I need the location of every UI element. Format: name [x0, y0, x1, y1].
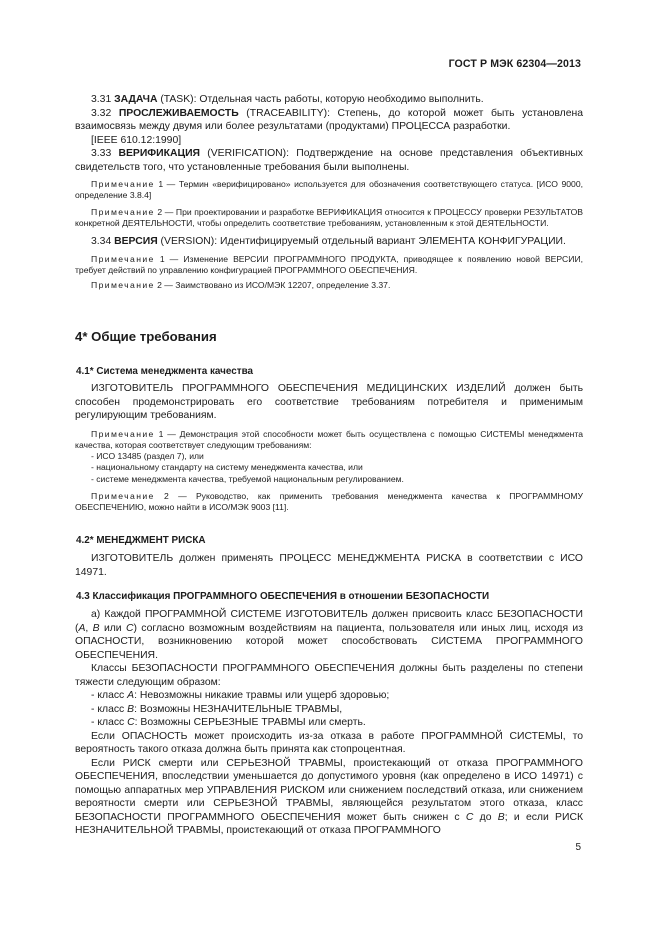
subsection-4-3: [75, 591, 583, 838]
note: Примечание 1 — Термин «верифицировано» используется для обозначения соответствующего статуса. [ИСО 9000, определение 3.8.4]: [75, 179, 583, 201]
list-item: - класс С: Возможны СЕРЬЕЗНЫЕ ТРАВМЫ или смерть.: [91, 717, 366, 728]
term-3-33: 3.33 ВЕРИФИКАЦИЯ (VERIFICATION): Подтверждение на основе представления объективных свидетельств того, что установленные требования были выполнены.: [75, 148, 583, 173]
paragraph: а) Каждой ПРОГРАММНОЙ СИСТЕМЕ ИЗГОТОВИТЕЛЬ должен присвоить класс БЕЗОПАСНОСТИ (А, В или С) согласно возможным воздействиям на пациента, пользователя или иных лиц, исходя из ОПАСНОСТИ, возникновению которой может способствовать СИСТЕМА ПРОГРАММНОГО ОБЕСПЕЧЕНИЯ.: [75, 609, 584, 661]
subsection-4-1: [75, 366, 583, 514]
subsection-title: 4.2* МЕНЕДЖМЕНТ РИСКА: [76, 535, 206, 546]
term-3-32: 3.32 ПРОСЛЕЖИВАЕМОСТЬ (TRACEABILITY): Степень, до которой может быть установлена взаимосвязь между двумя или более результатами (продуктами) ПРОЦЕССА разработки.: [75, 107, 583, 132]
subsection-title: 4.1* Система менеджмента качества: [76, 366, 254, 377]
paragraph: ИЗГОТОВИТЕЛЬ ПРОГРАММНОГО ОБЕСПЕЧЕНИЯ МЕДИЦИНСКИХ ИЗДЕЛИЙ должен быть способен продемонстрировать его соответствие требованиям потребителя и применимым регулирующим требованиям.: [75, 383, 583, 421]
section-title: 4* Общие требования: [75, 329, 217, 344]
list-item: - класс А: Невозможны никакие травмы или ущерб здоровью;: [91, 690, 390, 701]
note: Примечание 2 — Заимствовано из ИСО/МЭК 12207, определение 3.37.: [91, 280, 391, 291]
note: Примечание 2 — При проектировании и разработке ВЕРИФИКАЦИЯ относится к ПРОЦЕССУ проверки РЕЗУЛЬТАТОВ конкретной ДЕЯТЕЛЬНОСТИ, чтобы определить соответствие требованиям, установленным к этой ДЕЯТЕЛЬНОСТИ.: [75, 206, 583, 228]
section-4: [75, 329, 583, 344]
paragraph: ИЗГОТОВИТЕЛЬ должен применять ПРОЦЕСС МЕНЕДЖМЕНТА РИСКА в соответствии с ИСО 14971.: [75, 553, 583, 578]
paragraph: Если РИСК смерти или СЕРЬЕЗНОЙ ТРАВМЫ, проистекающий от отказа ПРОГРАММНОГО ОБЕСПЕЧЕНИЯ, впоследствии уменьшается до допустимого уровня (как определено в ИСО 14971) с помощью аппаратных мер УПРАВЛЕНИЯ РИСКОМ или снижением последствий отказа, или снижением вероятности смерти или СЕРЬЕЗНОЙ ТРАВМЫ, являющейся результатом этого отказа, класс БЕЗОПАСНОСТИ ПРОГРАММНОГО ОБЕСПЕЧЕНИЯ может быть снижен с С до В; и если РИСК НЕЗНАЧИТЕЛЬНОЙ ТРАВМЫ, проистекающий от отказа ПРОГРАММНОГО: [75, 757, 584, 836]
subsection-title: 4.3 Классификация ПРОГРАММНОГО ОБЕСПЕЧЕНИЯ в отношении БЕЗОПАСНОСТИ: [76, 591, 490, 602]
list-item: - класс В: Возможны НЕЗНАЧИТЕЛЬНЫЕ ТРАВМЫ,: [91, 703, 343, 715]
term-reference: [IEEE 610.12:1990]: [91, 134, 182, 146]
note: Примечание 1 — Изменение ВЕРСИИ ПРОГРАММНОГО ПРОДУКТА, приводящее к появлению новой ВЕРСИИ, требует действий по управлению конфигурацией ПРОГРАММНОГО ОБЕСПЕЧЕНИЯ.: [75, 253, 584, 275]
paragraph: Классы БЕЗОПАСНОСТИ ПРОГРАММНОГО ОБЕСПЕЧЕНИЯ должны быть разделены по степени тяжести следующим образом:: [75, 663, 583, 688]
term-3-31: 3.31 ЗАДАЧА (TASK): Отдельная часть работы, которую необходимо выполнить.: [91, 94, 484, 105]
paragraph: Если ОПАСНОСТЬ может происходить из-за отказа в работе ПРОГРАММНОЙ СИСТЕМЫ, то вероятность такого отказа должна быть принята как стопроцентная.: [75, 730, 583, 755]
term-title: ВЕРИФИКАЦИЯ: [118, 148, 201, 159]
term-3-34: 3.34 ВЕРСИЯ (VERSION): Идентифицируемый отдельный вариант ЭЛЕМЕНТА КОНФИГУРАЦИИ.: [91, 236, 566, 248]
term-title: ПРОСЛЕЖИВАЕМОСТЬ: [118, 107, 239, 119]
list-item: - ИСО 13485 (раздел 7), или: [91, 451, 204, 462]
document-code-header: ГОСТ Р МЭК 62304—2013: [448, 58, 581, 70]
subsection-4-2: [75, 535, 583, 579]
definitions-block: [75, 93, 583, 292]
list-item: - системе менеджмента качества, требуемой национальным регулированием.: [91, 473, 404, 484]
note: Примечание 1 — Демонстрация этой способности может быть осуществлена с помощью СИСТЕМЫ менеджмента качества, которая соответствует следующим требованиям:: [75, 428, 584, 450]
term-title: ЗАДАЧА: [114, 94, 158, 105]
term-title: ВЕРСИЯ: [114, 236, 158, 248]
page-number: 5: [575, 842, 581, 853]
note: Примечание 2 — Руководство, как применить требования менеджмента качества к ПРОГРАММНОМУ ОБЕСПЕЧЕНИЮ, можно найти в ИСО/МЭК 9003 [11].: [75, 490, 583, 513]
list-item: - национальному стандарту на систему менеджмента качества, или: [91, 462, 363, 473]
